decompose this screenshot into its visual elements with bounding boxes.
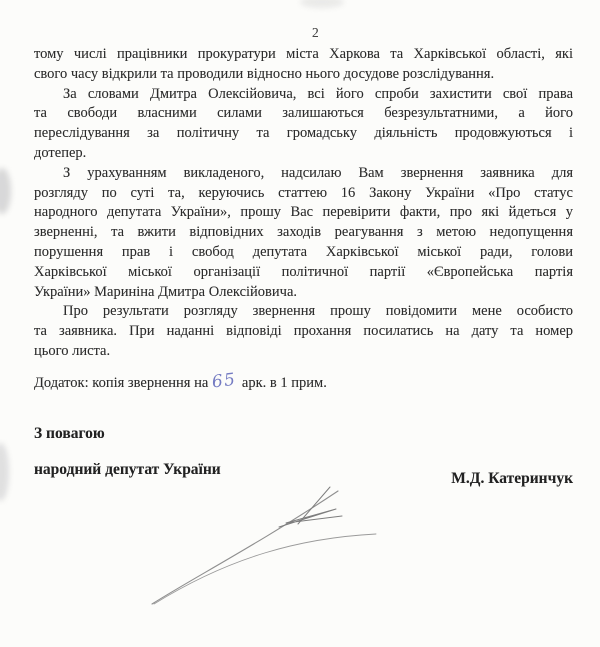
text-line: свого часу відкрили та проводили відносно нього досудове розслідування. <box>34 65 495 82</box>
attachment-text-before: Додаток: копія звернення на <box>34 375 209 391</box>
text-line: розгляду по суті та, керуючись статтею 16 Закону України «Про статус <box>34 184 573 201</box>
text-line: З урахуванням викладеного, надсилаю Вам звернення заявника для <box>63 164 573 181</box>
attachment-text-after: арк. в 1 прим. <box>241 375 327 391</box>
text-line: народного депутата України», прошу Вас перевірити факти, про які йдеться у <box>34 204 573 221</box>
body-paragraphs <box>34 45 573 362</box>
text-line: та заявника. При наданні відповіді прохання посилатись на дату та номер <box>34 323 573 340</box>
text-line: порушення прав і свобод депутата Харківської міської ради, голови <box>34 243 573 260</box>
signature-image <box>140 483 390 613</box>
text-line: За словами Дмитра Олексійовича, всі його спроби захистити свої права <box>63 85 573 102</box>
signer-title: народний депутат України <box>34 461 221 478</box>
text-line: цього листа. <box>34 342 111 359</box>
text-line: переслідування за політичну та громадську діяльність продовжуються і <box>34 125 573 142</box>
text-line: Про результати розгляду звернення прошу повідомити мене особисто <box>63 303 573 320</box>
closing-salutation: З повагою <box>34 425 105 442</box>
scan-artifact <box>300 0 344 8</box>
text-line: Харківської міської організації політичної партії «Європейська партія <box>34 263 573 280</box>
attachment-line <box>34 369 327 393</box>
page-number: 2 <box>312 25 319 40</box>
handwritten-sheet-count: 65 <box>211 369 238 393</box>
signer-name: М.Д. Катеринчук <box>451 470 573 487</box>
text-line: зверненні, та вжити відповідних заходів реагування з метою недопущення <box>34 224 573 241</box>
scan-artifact <box>0 168 11 214</box>
scan-artifact <box>0 443 9 501</box>
text-line: України» Мариніна Дмитра Олексійовича. <box>34 283 298 300</box>
text-line: дотепер. <box>34 144 87 161</box>
text-line: та свободи власними силами залишаються безрезультатними, а його <box>34 105 573 122</box>
text-line: тому числі працівники прокуратури міста Харкова та Харківської області, які <box>34 46 573 62</box>
